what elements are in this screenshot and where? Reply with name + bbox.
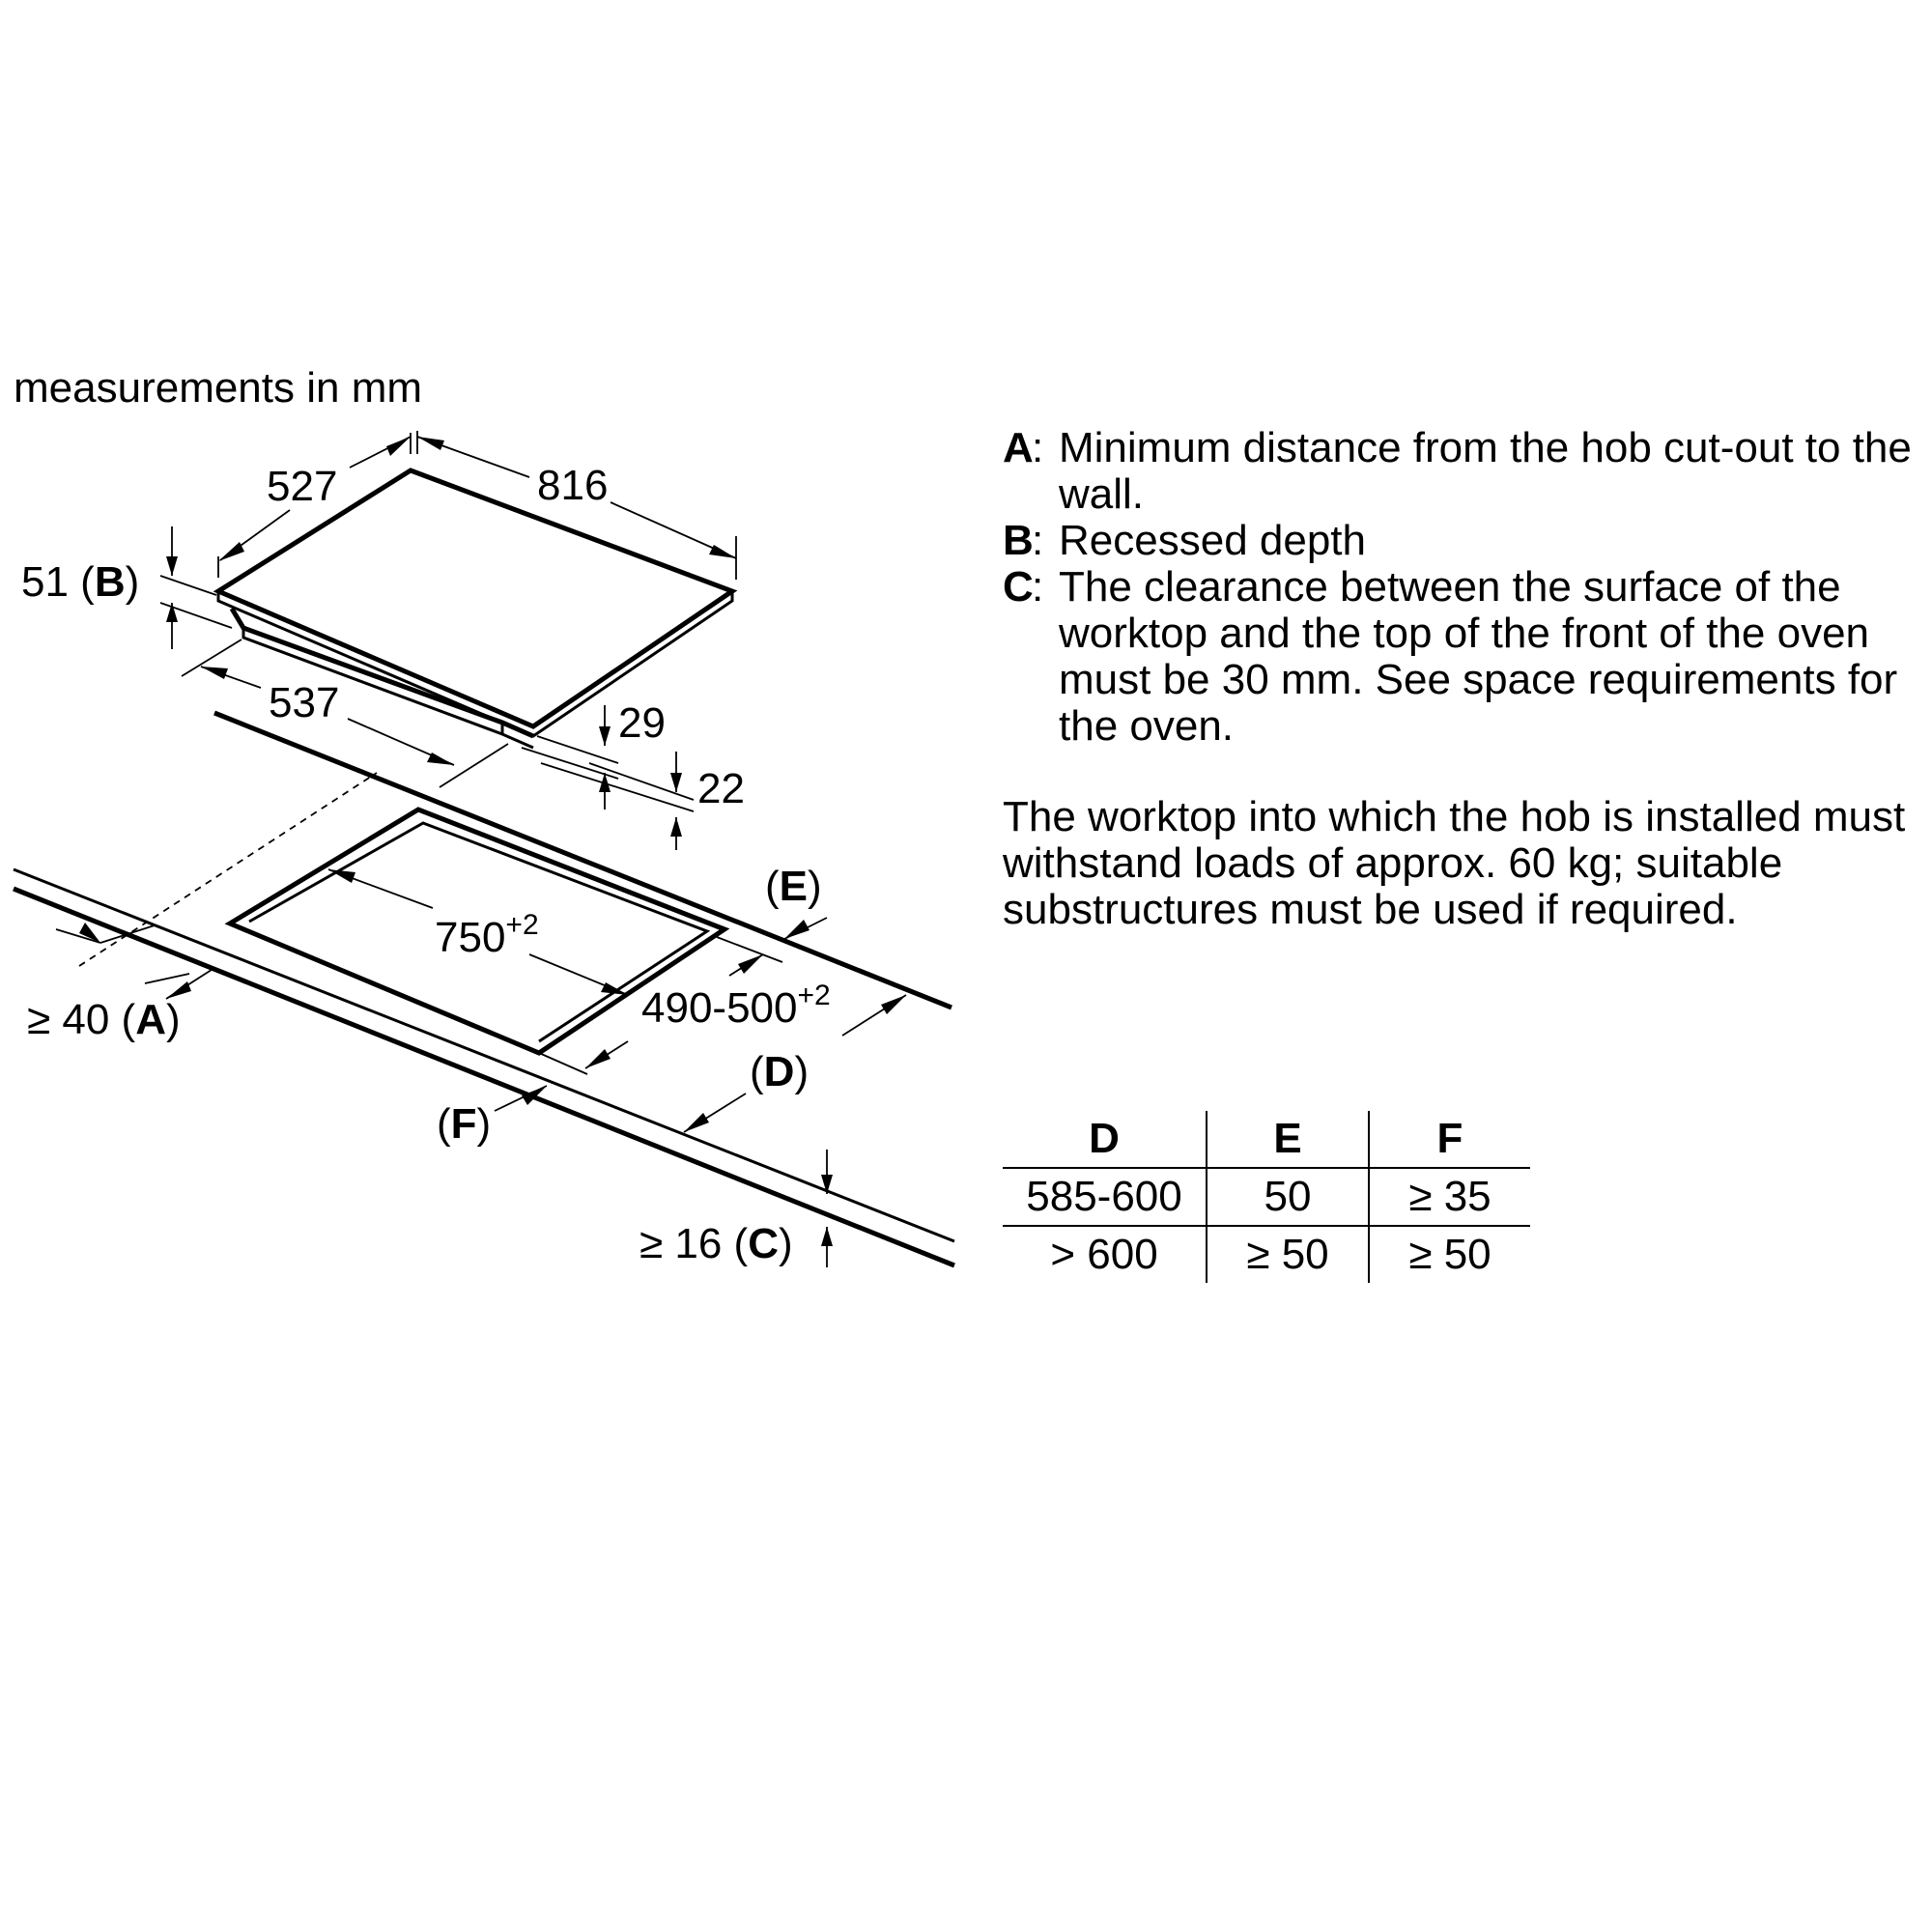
label-527: 527 bbox=[267, 463, 338, 510]
legend-item-a: A : Minimum distance from the hob cut-out to the wall. bbox=[1003, 425, 1920, 518]
table-header-row bbox=[1003, 1111, 1530, 1168]
label-f: F bbox=[450, 1100, 477, 1148]
legend bbox=[1003, 425, 1920, 750]
dimension-f bbox=[437, 1086, 547, 1148]
legend-item-b: B : Recessed depth bbox=[1003, 518, 1920, 564]
table-row bbox=[1003, 1168, 1530, 1226]
table-cell: ≥ 50 bbox=[1369, 1226, 1530, 1283]
label-40-a: ≥ 40 (A) bbox=[27, 996, 181, 1043]
label-537: 537 bbox=[269, 679, 340, 726]
label-16-c: ≥ 16 (C) bbox=[639, 1220, 793, 1267]
legend-text-b: Recessed depth bbox=[1059, 517, 1366, 564]
table-header-d: D bbox=[1003, 1111, 1207, 1168]
label-750: $750^{+2}$ bbox=[435, 909, 539, 961]
dimension-wall-distance bbox=[27, 923, 214, 1043]
legend-item-c: C : The clearance between the surface of the worktop and the top of the front of the oven must be 30 mm. See space requirements for the oven. bbox=[1003, 564, 1920, 750]
label-51-b: 51 (B) bbox=[21, 558, 140, 606]
clearance-table bbox=[1003, 1111, 1530, 1283]
legend-key-a: A bbox=[1003, 424, 1034, 471]
table-cell: 585-600 bbox=[1003, 1168, 1207, 1226]
label-816: 816 bbox=[537, 462, 609, 509]
svg-text:(F): (F) bbox=[437, 1100, 492, 1148]
svg-text:(E): (E) bbox=[765, 863, 822, 910]
table-cell: ≥ 50 bbox=[1207, 1226, 1369, 1283]
label-29: 29 bbox=[618, 699, 666, 747]
legend-text-c: The clearance between the surface of the worktop and the top of the front of the oven must be 30 mm. See space requirements for the oven. bbox=[1059, 563, 1898, 750]
table-row bbox=[1003, 1226, 1530, 1283]
table-header-f: F bbox=[1369, 1111, 1530, 1168]
dimension-hob-depth bbox=[218, 433, 411, 578]
svg-text:(D): (D) bbox=[750, 1048, 810, 1095]
dimension-base-inset bbox=[541, 752, 745, 850]
label-d: D bbox=[763, 1048, 795, 1095]
dimension-hob-width bbox=[417, 431, 736, 580]
label-e: E bbox=[779, 863, 809, 910]
dimension-recess-depth bbox=[21, 526, 232, 649]
label-490-500: $490-500^{+2}$ bbox=[641, 980, 831, 1032]
label-22: 22 bbox=[697, 765, 745, 812]
load-note: The worktop into which the hob is installed must withstand loads of approx. 60 kg; suitable substructures must be used if required. bbox=[1003, 793, 1906, 933]
dimension-cutout-width bbox=[328, 869, 628, 995]
legend-text-a: Minimum distance from the hob cut-out to the wall. bbox=[1059, 424, 1912, 518]
table-cell: > 600 bbox=[1050, 1231, 1158, 1278]
wall-reference-line bbox=[79, 773, 377, 966]
table-cell: 50 bbox=[1207, 1168, 1369, 1226]
dimension-base-height bbox=[522, 699, 666, 810]
legend-key-b: B bbox=[1003, 517, 1034, 564]
dimension-e bbox=[765, 863, 827, 939]
dimension-worktop-thickness bbox=[639, 1150, 833, 1267]
units-note: measurements in mm bbox=[14, 364, 423, 412]
legend-key-c: C bbox=[1003, 563, 1034, 611]
table-header-e: E bbox=[1207, 1111, 1369, 1168]
table-cell: ≥ 35 bbox=[1369, 1168, 1530, 1226]
